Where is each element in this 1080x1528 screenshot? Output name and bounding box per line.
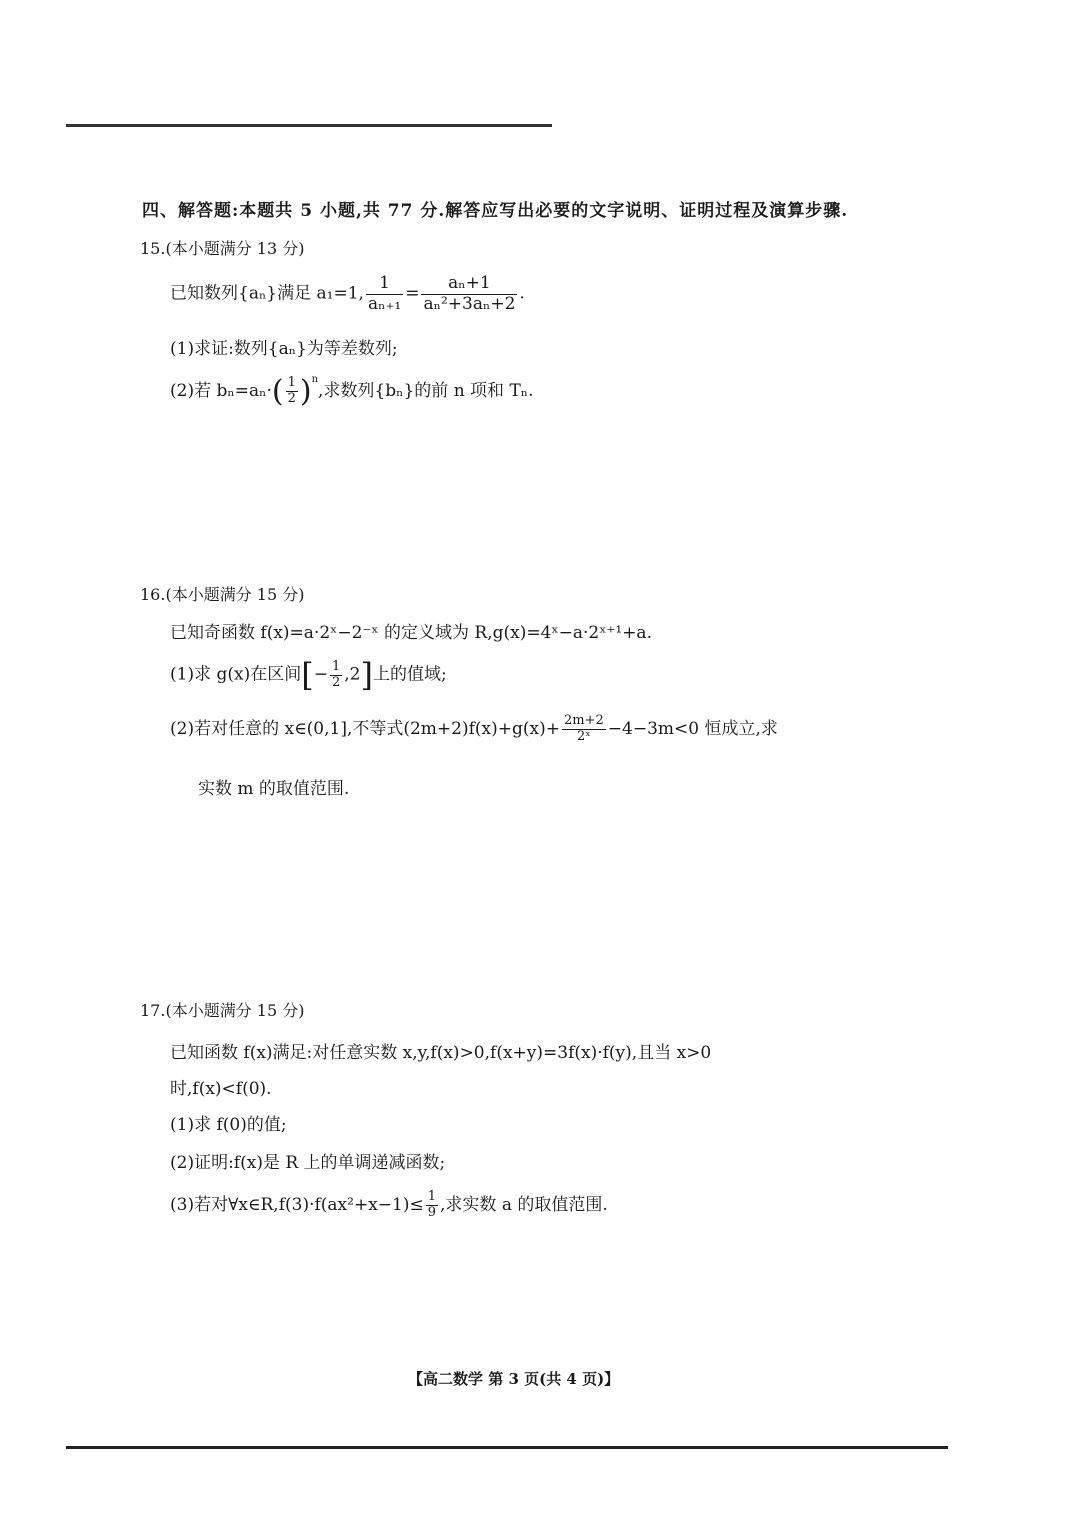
q15-frac-left-den: aₙ₊₁ [367,293,402,314]
left-bracket: [ [301,656,314,694]
q16-part2-suffix: −4−3m<0 恒成立,求 [607,719,778,739]
q17-given-line1: 已知函数 f(x)满足:对任意实数 x,y,f(x)>0,f(x+y)=3f(x)·f(y),且当 x>0 [170,1043,712,1063]
page-footer: 【高二数学 第 3 页(共 4 页)】 [408,1370,620,1388]
q16-part2-frac [562,714,606,745]
bottom-rule [66,1446,948,1449]
q17-part3 [170,1190,608,1221]
q17-part3-frac [426,1190,438,1221]
q15-equals: = [405,283,420,304]
right-bracket: ] [360,656,373,694]
q16-part1-frac [330,660,342,691]
right-paren: ) [299,374,312,409]
q15-frac-left-num: 1 [366,274,403,295]
minus-sign: − [313,664,328,685]
q15-part2-frac-den: 2 [287,391,296,406]
q17-part3-frac-num: 1 [427,1189,437,1205]
q16-part2 [170,714,778,745]
q15-part2-frac [286,376,298,407]
left-paren: ( [271,374,284,409]
q17-given-line2: 时,f(x)<f(0). [170,1079,272,1099]
q16-part1-suffix: 上的值域; [372,664,447,685]
q16-part1 [170,656,447,694]
q16-part2-prefix: (2)若对任意的 x∈(0,1],不等式(2m+2)f(x)+g(x)+ [170,719,560,739]
q15-title: 15.(本小题满分 13 分) [140,239,305,258]
q15-given-prefix: 已知数列{aₙ}满足 a₁=1, [170,283,364,304]
q15-frac-right-num: aₙ+1 [421,274,517,295]
q17-part3-suffix: ,求实数 a 的取值范围. [440,1195,608,1215]
q16-title: 16.(本小题满分 15 分) [140,585,305,604]
q16-part2-line2: 实数 m 的取值范围. [198,779,350,799]
q16-part1-prefix: (1)求 g(x)在区间 [170,664,302,685]
section-header: 四、解答题:本题共 5 小题,共 77 分.解答应写出必要的文字说明、证明过程及演算步骤. [142,201,849,221]
q15-part2-suffix: ,求数列{bₙ}的前 n 项和 Tₙ. [318,381,534,401]
q15-part2-exp: n [311,374,319,385]
q15-part1: (1)求证:数列{aₙ}为等差数列; [170,339,398,359]
q17-part2: (2)证明:f(x)是 R 上的单调递减函数; [170,1153,446,1173]
q16-part1-frac-den: 2 [331,674,341,690]
q16-part1-frac-num: 1 [331,658,341,674]
q15-frac-left [366,274,403,314]
top-rule [66,124,552,127]
q17-title: 17.(本小题满分 15 分) [140,1001,305,1020]
q17-part3-frac-den: 9 [427,1205,437,1220]
q16-part1-interval-end: ,2 [344,664,361,685]
q15-given [170,274,525,314]
q15-part2-prefix: (2)若 bₙ=aₙ· [170,381,272,401]
q17-part3-prefix: (3)若对∀x∈R,f(3)·f(ax²+x−1)≤ [170,1195,424,1215]
q17-part1: (1)求 f(0)的值; [170,1115,287,1135]
q15-frac-right-den: aₙ²+3aₙ+2 [423,293,516,314]
q16-given: 已知奇函数 f(x)=a·2ˣ−2⁻ˣ 的定义域为 R,g(x)=4ˣ−a·2ˣ⁺¹+a. [170,623,652,643]
q15-part2 [170,374,534,409]
q16-part2-frac-num: 2m+2 [564,713,604,729]
q15-frac-right [421,274,517,314]
q15-part2-frac-num: 1 [287,375,296,391]
q15-given-suffix: . [519,283,525,304]
q16-part2-frac-den: 2ˣ [576,729,591,744]
